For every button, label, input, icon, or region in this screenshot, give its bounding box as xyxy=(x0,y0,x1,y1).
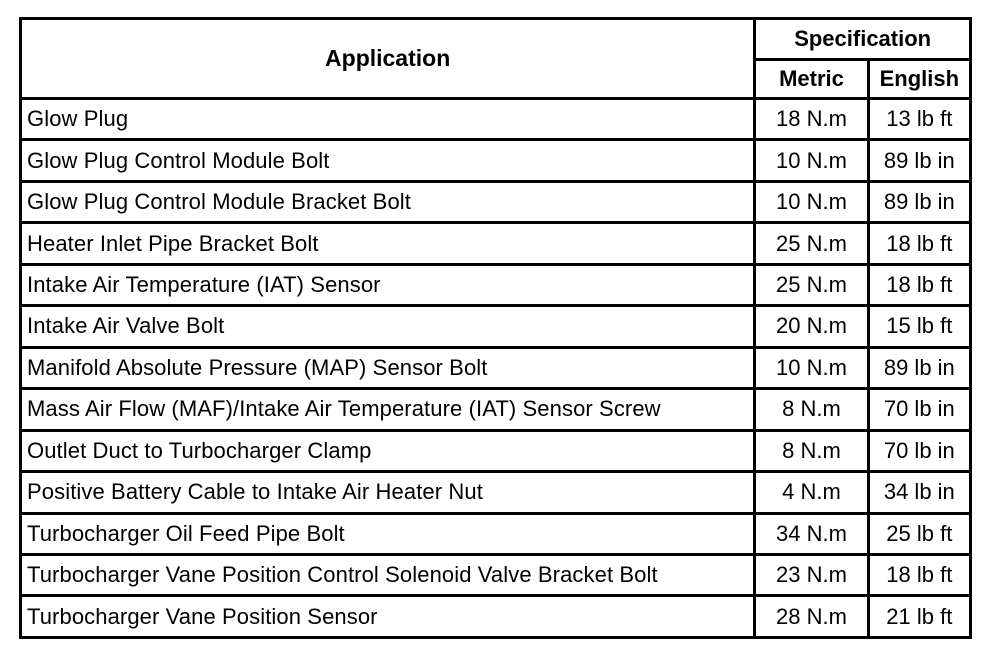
metric-cell: 10 N.m xyxy=(755,140,868,181)
metric-cell: 8 N.m xyxy=(755,389,868,430)
application-header: Application xyxy=(21,19,755,99)
metric-cell: 20 N.m xyxy=(755,306,868,347)
english-cell: 25 lb ft xyxy=(868,513,970,554)
header-row-top xyxy=(21,19,971,60)
specification-header: Specification xyxy=(755,19,971,60)
table-row xyxy=(21,223,971,264)
application-cell: Mass Air Flow (MAF)/Intake Air Temperature (IAT) Sensor Screw xyxy=(21,389,755,430)
metric-cell: 23 N.m xyxy=(755,554,868,595)
metric-cell: 34 N.m xyxy=(755,513,868,554)
table-row xyxy=(21,554,971,595)
english-cell: 89 lb in xyxy=(868,140,970,181)
application-cell: Glow Plug Control Module Bracket Bolt xyxy=(21,181,755,222)
application-cell: Glow Plug xyxy=(21,99,755,140)
application-cell: Intake Air Valve Bolt xyxy=(21,306,755,347)
application-cell: Manifold Absolute Pressure (MAP) Sensor Bolt xyxy=(21,347,755,388)
table-row xyxy=(21,264,971,305)
application-cell: Turbocharger Oil Feed Pipe Bolt xyxy=(21,513,755,554)
english-cell: 34 lb in xyxy=(868,472,970,513)
application-cell: Positive Battery Cable to Intake Air Heater Nut xyxy=(21,472,755,513)
table-row xyxy=(21,430,971,471)
english-cell: 21 lb ft xyxy=(868,596,970,638)
english-cell: 18 lb ft xyxy=(868,554,970,595)
table-row xyxy=(21,596,971,638)
application-cell: Intake Air Temperature (IAT) Sensor xyxy=(21,264,755,305)
english-cell: 18 lb ft xyxy=(868,264,970,305)
metric-cell: 4 N.m xyxy=(755,472,868,513)
english-header: English xyxy=(868,60,970,99)
metric-cell: 18 N.m xyxy=(755,99,868,140)
table-row xyxy=(21,140,971,181)
english-cell: 89 lb in xyxy=(868,347,970,388)
english-cell: 89 lb in xyxy=(868,181,970,222)
application-cell: Outlet Duct to Turbocharger Clamp xyxy=(21,430,755,471)
table-row xyxy=(21,347,971,388)
english-cell: 15 lb ft xyxy=(868,306,970,347)
table-row xyxy=(21,513,971,554)
metric-cell: 10 N.m xyxy=(755,181,868,222)
metric-cell: 10 N.m xyxy=(755,347,868,388)
application-cell: Glow Plug Control Module Bolt xyxy=(21,140,755,181)
metric-header: Metric xyxy=(755,60,868,99)
application-cell: Heater Inlet Pipe Bracket Bolt xyxy=(21,223,755,264)
english-cell: 13 lb ft xyxy=(868,99,970,140)
table-row xyxy=(21,99,971,140)
english-cell: 70 lb in xyxy=(868,430,970,471)
table-row xyxy=(21,389,971,430)
table-row xyxy=(21,181,971,222)
english-cell: 70 lb in xyxy=(868,389,970,430)
application-cell: Turbocharger Vane Position Sensor xyxy=(21,596,755,638)
english-cell: 18 lb ft xyxy=(868,223,970,264)
metric-cell: 25 N.m xyxy=(755,223,868,264)
metric-cell: 25 N.m xyxy=(755,264,868,305)
table-row xyxy=(21,472,971,513)
fastener-spec-table xyxy=(19,17,972,639)
metric-cell: 8 N.m xyxy=(755,430,868,471)
table-row xyxy=(21,306,971,347)
application-cell: Turbocharger Vane Position Control Solenoid Valve Bracket Bolt xyxy=(21,554,755,595)
metric-cell: 28 N.m xyxy=(755,596,868,638)
